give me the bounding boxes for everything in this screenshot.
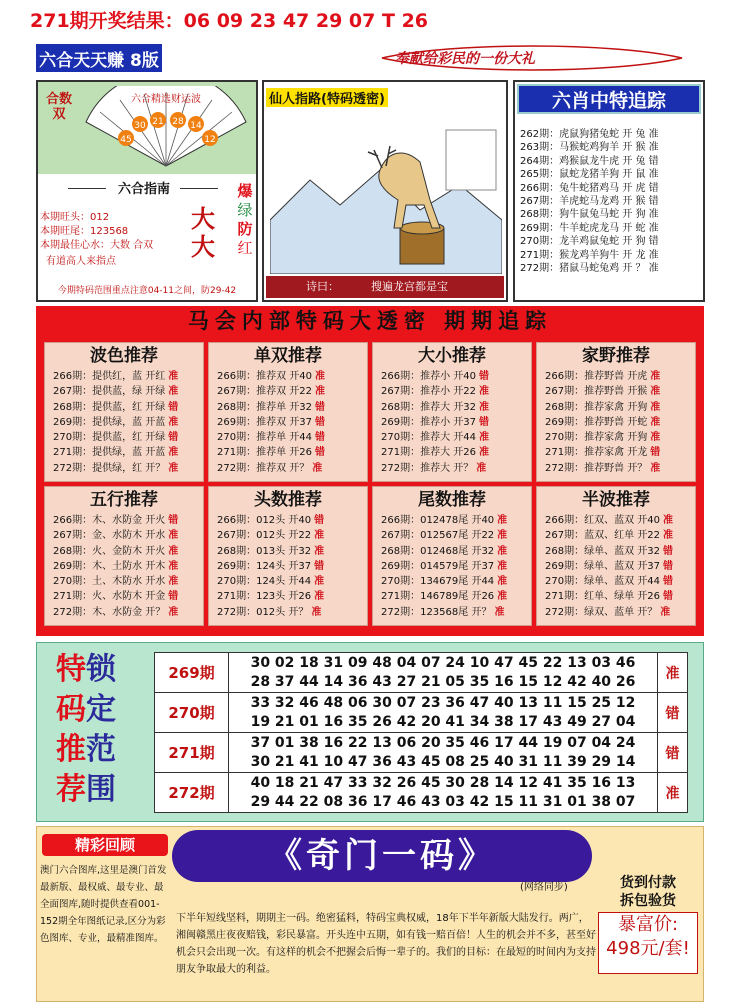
list-item: 266期：兔牛蛇猪鸡马 开 虎 错 (520, 182, 659, 194)
range-footer: 今期特码范围重点注意04-11之间，防29-42 (38, 283, 256, 299)
price-badge: 暴富价: 498元/套! (598, 912, 698, 974)
list-item: 271期：提供绿，蓝 开蓝 准 (53, 447, 179, 459)
list-item: 272期：推荐双 开？ 准 (217, 462, 323, 474)
list-item: 267期：推荐野兽 开猴 准 (545, 386, 661, 398)
table-row: 270期 33 32 46 48 06 30 07 23 36 47 40 13 11 15 25 12 19 21 01 16 35 26 42 20 41 34 38 17 43 49 27 04 错 (155, 693, 688, 733)
list-item: 271期：推荐单 开26 错 (217, 447, 325, 459)
card-title: 尾数推荐 (418, 490, 486, 510)
xianren-title: 仙人指路(特码透密) (266, 88, 388, 107)
list-item: 270期：龙羊鸡鼠兔蛇 开 狗 错 (520, 236, 659, 248)
fan-number: 30 (134, 121, 146, 131)
list-item: 269期：推荐野兽 开蛇 准 (545, 416, 661, 428)
list-item: 266期：012头 开40 错 (217, 515, 325, 526)
list-item: 270期：提供蓝，红 开绿 错 (53, 432, 179, 444)
jingcai-heading: 精彩回顾 (42, 834, 168, 856)
list-item: 268期：推荐家禽 开狗 准 (545, 401, 661, 413)
list-item: 267期：012567尾 开22 准 (381, 530, 508, 542)
fan-title: 六合精选财运波 (131, 94, 201, 105)
tuijian-card (208, 486, 368, 626)
list-item: 268期：013头 开32 准 (217, 545, 325, 557)
list-item: 266期：提供红，蓝 开红 准 (53, 371, 179, 382)
tuijian-card (44, 342, 204, 482)
page-title: 271期开奖结果：06 09 23 47 29 07 T 26 (30, 10, 429, 32)
promo-text: 下半年短线坚料，期期主一码。绝密猛料，特码宝典权威，18年下半年新版大陆发行。两广，湘闽赣黑庄夜夜赔钱，彩民暴富。开头连中五期，如有钱一赔百倍！人生的机会并不多，甚至好机会只会出现一次。有这样的机会不把握会后悔一辈子的。我们的目标：在最短的时间内为支持朋友争取最大的利益。 (176, 913, 596, 975)
list-item: 269期：牛羊蛇虎龙马 开 蛇 准 (520, 222, 659, 234)
heshu-label: 合数双 (45, 92, 72, 122)
list-item: 270期：推荐家禽 开狗 准 (545, 432, 661, 444)
card-title: 波色推荐 (90, 346, 158, 366)
list-item: 264期：鸡猴鼠龙牛虎 开 兔 错 (520, 155, 659, 167)
brand-label: 六合天天赚 8版 (36, 44, 162, 72)
fan-icon (80, 86, 252, 172)
slogan: 奉献给彩民的一份大礼 (395, 51, 535, 67)
tuijian-card (44, 486, 204, 626)
list-item: 268期：推荐单 开32 错 (217, 401, 325, 413)
list-item: 271期：推荐家禽 开龙 错 (545, 447, 661, 459)
lock-table (154, 652, 688, 813)
card-title: 大小推荐 (418, 346, 486, 366)
zhinan-title: 六合指南 (117, 182, 170, 197)
lock-words: 特锁 码定 推范 荐围 (56, 652, 116, 807)
list-item: 268期：绿单、蓝双 开32 错 (545, 545, 673, 557)
liuxiao-title: 六肖中特追踪 (517, 84, 701, 114)
list-item: 270期：推荐大 开44 准 (381, 432, 489, 444)
tuijian-card (536, 486, 696, 626)
liuxiao-list (520, 128, 702, 275)
list-item: 271期：火、水防木 开金 错 (53, 591, 179, 603)
jingcai-text: 澳门六合图库,这里是澳门首发最新版、最权威、最专业、最全面图库,随时提供查看001-152期全年图纸记录,区分为彩色图库、专业，最精准图库。 (40, 865, 167, 944)
list-item: 269期：014579尾 开37 准 (381, 560, 508, 572)
list-item: 271期：推荐大 开26 准 (381, 447, 489, 459)
list-item: 268期：火、金防木 开火 准 (53, 545, 179, 557)
fan-number: 12 (204, 135, 216, 145)
list-item: 270期：124头 开44 准 (217, 576, 325, 588)
big-char: 大 大 (191, 205, 215, 261)
list-item: 270期：推荐单 开44 错 (217, 432, 325, 444)
xinshui-line: 本期最佳心水：大数 合双 (40, 240, 154, 251)
qimen-title: 《奇门一码》 (172, 830, 592, 882)
list-item: 272期：木、水防金 开？ 准 (53, 606, 179, 618)
list-item: 267期：蓝双、红单 开22 准 (545, 530, 673, 542)
wangwei-line: 本期旺尾：123568 (40, 226, 129, 237)
fan-number: 21 (152, 117, 164, 127)
list-item: 265期：鼠蛇龙猪羊狗 开 鼠 准 (520, 169, 659, 181)
cod-label: 货到付款 拆包验货 (620, 875, 676, 909)
section-title: 马会内部特码大透密 期期追踪 (187, 309, 553, 333)
list-item: 267期：羊虎蛇马龙鸡 开 猴 错 (520, 196, 659, 208)
list-item: 272期：绿双、蓝单 开？ 准 (545, 606, 671, 618)
list-item: 269期：124头 开37 错 (217, 560, 325, 572)
list-item: 268期：提供蓝，红 开绿 错 (53, 401, 179, 413)
list-item: 272期：123568尾 开？ 准 (381, 606, 505, 618)
baofang-label: 爆 绿 防 红 (237, 182, 253, 257)
list-item: 272期：推荐大 开？ 准 (381, 462, 487, 474)
list-item: 272期：推荐野兽 开？ 准 (545, 462, 661, 474)
list-item: 269期：推荐小 开37 错 (381, 416, 489, 428)
fan-number: 14 (190, 121, 202, 131)
fan-number: 45 (120, 135, 132, 145)
list-item: 266期：推荐双 开40 准 (217, 371, 325, 382)
list-item: 271期：146789尾 开26 准 (381, 591, 508, 603)
list-item: 269期：木、土防水 开木 准 (53, 560, 179, 572)
list-item: 272期：猪鼠马蛇兔鸡 开 ？ 准 (520, 263, 659, 275)
tuijian-card (208, 342, 368, 482)
list-item: 268期：012468尾 开32 准 (381, 545, 508, 557)
table-row: 271期 37 01 38 16 22 13 06 20 35 46 17 44 19 07 04 24 30 21 41 10 47 36 43 45 08 25 40 31 11 39 29 14 错 (155, 733, 688, 773)
list-item: 272期：012头 开？ 准 (217, 606, 322, 618)
card-title: 家野推荐 (582, 346, 650, 366)
list-item: 266期：012478尾 开40 准 (381, 515, 508, 526)
deer-illustration (270, 110, 502, 274)
card-title: 单双推荐 (254, 346, 322, 366)
card-title: 五行推荐 (90, 490, 158, 510)
table-row: 272期 40 18 21 47 33 32 26 45 30 28 14 12 41 35 16 13 29 44 22 08 36 17 46 43 03 42 15 11 31 01 38 07 准 (155, 773, 688, 813)
card-title: 半波推荐 (582, 490, 650, 510)
tuijian-card (372, 342, 532, 482)
list-item: 266期：木、水防金 开火 错 (53, 515, 179, 526)
list-item: 269期：提供绿，蓝 开蓝 准 (53, 416, 179, 428)
card-title: 头数推荐 (254, 490, 322, 510)
list-item: 267期：推荐小 开22 准 (381, 386, 489, 398)
list-item: 270期：土、木防水 开水 准 (53, 576, 179, 588)
list-item: 272期：提供绿，红 开？ 准 (53, 462, 179, 474)
fan-number: 28 (172, 117, 184, 127)
list-item: 267期：提供蓝，绿 开绿 准 (53, 386, 179, 398)
list-item: 270期：绿单、蓝双 开44 错 (545, 576, 673, 588)
poem-bar: 诗曰： 搜遍龙宫都是宝 (266, 276, 504, 298)
table-row: 269期 30 02 18 31 09 48 04 07 24 10 47 45 22 13 03 46 28 37 44 14 36 43 27 21 05 35 16 15 12 42 40 26 准 (155, 653, 688, 693)
list-item: 266期：红双、蓝双 开40 准 (545, 515, 673, 526)
list-item: 268期：狗牛鼠兔马蛇 开 狗 准 (520, 209, 659, 221)
gaoren-line: 有道高人来指点 (46, 256, 116, 267)
list-item: 267期：012头 开22 准 (217, 530, 325, 542)
list-item: 270期：134679尾 开44 准 (381, 576, 508, 588)
list-item: 269期：推荐双 开37 错 (217, 416, 325, 428)
network-label: (网络同步) (520, 882, 568, 893)
list-item: 268期：推荐大 开32 准 (381, 401, 489, 413)
list-item: 262期：虎鼠狗猪兔蛇 开 兔 准 (520, 129, 659, 140)
list-item: 271期：123头 开26 准 (217, 591, 325, 603)
list-item: 271期：猴龙鸡羊狗牛 开 龙 准 (520, 249, 659, 261)
list-item: 266期：推荐小 开40 错 (381, 371, 489, 382)
list-item: 266期：推荐野兽 开虎 准 (545, 371, 661, 382)
list-item: 267期：推荐双 开22 准 (217, 386, 325, 398)
list-item: 269期：绿单、蓝双 开37 错 (545, 560, 673, 572)
wangtou-line: 本期旺头：012 (40, 212, 110, 223)
list-item: 263期：马猴蛇鸡狗羊 开 猴 准 (520, 142, 659, 154)
tuijian-card (536, 342, 696, 482)
list-item: 267期：金、水防木 开水 准 (53, 530, 179, 542)
tuijian-card (372, 486, 532, 626)
list-item: 271期：红单、绿单 开26 错 (545, 591, 673, 603)
